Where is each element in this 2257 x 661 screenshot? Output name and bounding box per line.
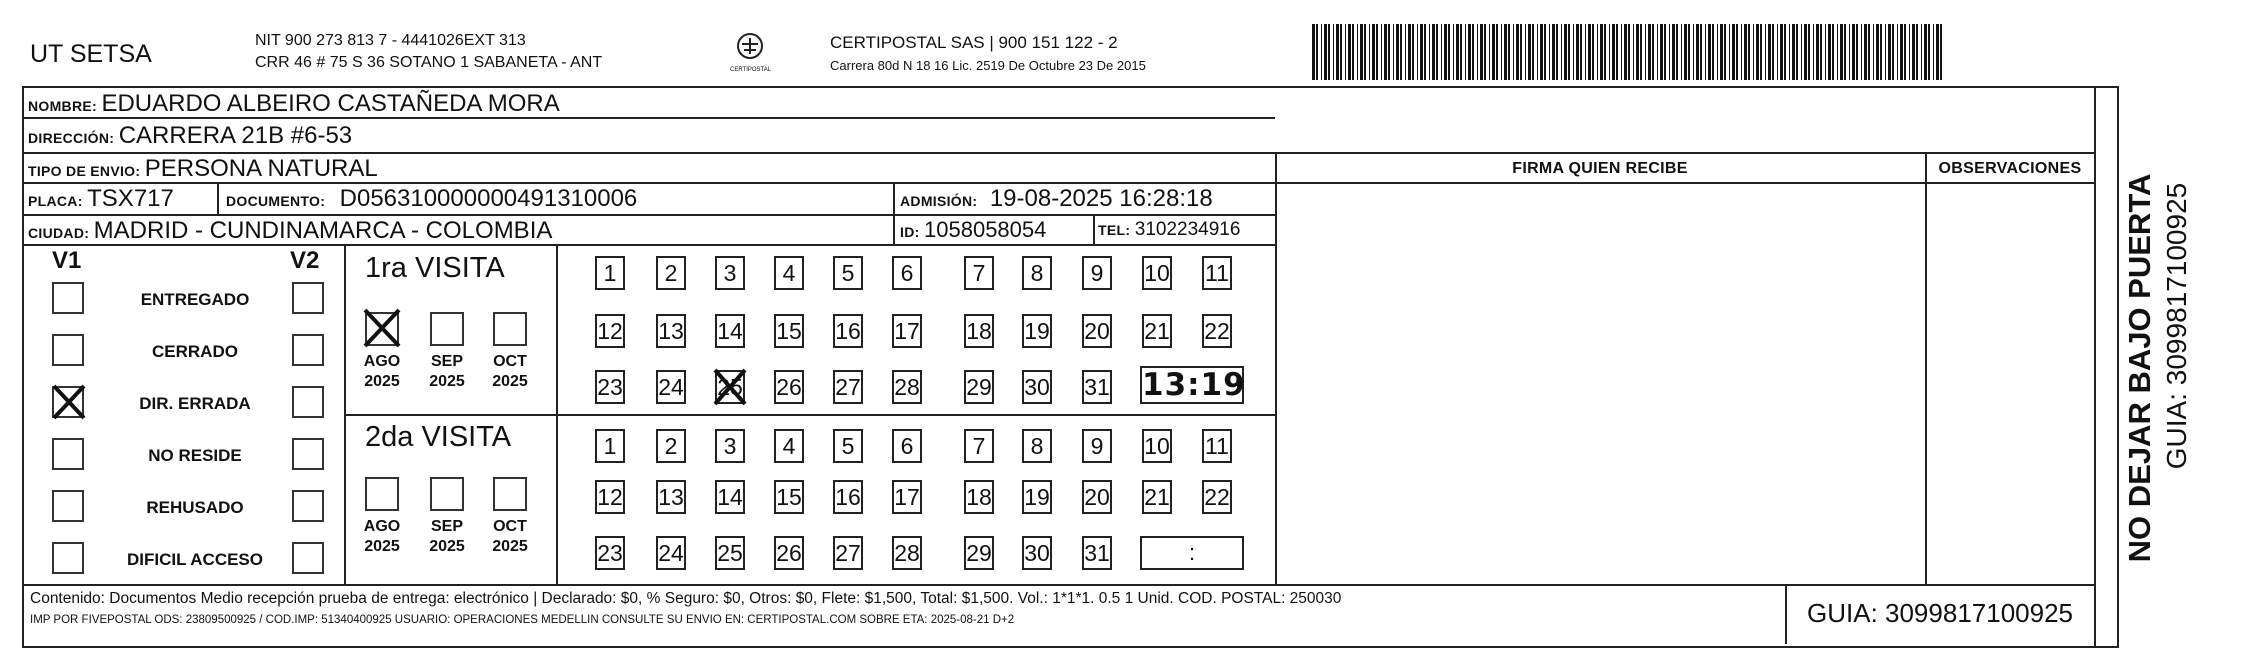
- day-box[interactable]: 1: [595, 429, 625, 463]
- cell-line: [893, 182, 895, 244]
- year-label: 2025: [492, 538, 528, 555]
- cell-line: [1093, 214, 1095, 244]
- day-box[interactable]: 7: [964, 256, 994, 290]
- admision-label: ADMISIÓN:: [900, 193, 978, 209]
- first-visit-time[interactable]: [1140, 366, 1244, 404]
- day-box[interactable]: 17: [892, 314, 922, 348]
- day-box[interactable]: 5: [833, 429, 863, 463]
- documento-value: D056310000000491310006: [339, 185, 638, 212]
- day-box[interactable]: 11: [1202, 256, 1232, 290]
- day-box[interactable]: 12: [595, 314, 625, 348]
- direccion-value: CARRERA 21B #6-53: [118, 122, 353, 149]
- tel-value: 3102234916: [1134, 219, 1241, 240]
- day-box[interactable]: 3: [715, 429, 745, 463]
- day-box[interactable]: 22: [1202, 480, 1232, 514]
- day-box[interactable]: 14: [715, 480, 745, 514]
- month-label: OCT: [493, 518, 527, 535]
- day-box[interactable]: 27: [833, 370, 863, 404]
- day-box[interactable]: 19: [1022, 314, 1052, 348]
- logo-text: CERTIPOSTAL: [730, 67, 772, 73]
- cell-line: [217, 182, 219, 214]
- day-box[interactable]: 2: [656, 256, 686, 290]
- v1-label: V1: [52, 247, 82, 274]
- footer-line: [22, 584, 2094, 586]
- day-box[interactable]: 9: [1082, 429, 1112, 463]
- certipostal-line: CERTIPOSTAL SAS | 900 151 122 - 2: [830, 33, 1118, 52]
- status-item-label: CERRADO: [152, 342, 238, 361]
- day-box[interactable]: 14: [715, 314, 745, 348]
- admision-row: [900, 185, 1213, 213]
- nombre-value: EDUARDO ALBEIRO CASTAÑEDA MORA: [101, 90, 560, 117]
- ciudad-label: CIUDAD:: [28, 225, 90, 241]
- footer-content: Contenido: Documentos Medio recepción prueba de entrega: electrónico | Declarado: $0, % Seguro: $0, Otros: $0, Flete: $1,500, Total: $1,500. Vol.: 1*1*1. 0.5 1 Unid. COD. POSTAL: 250030: [30, 590, 1342, 607]
- month-checkbox[interactable]: [493, 477, 527, 511]
- year-label: 2025: [429, 538, 465, 555]
- day-box[interactable]: 16: [833, 480, 863, 514]
- month-checkbox[interactable]: [365, 477, 399, 511]
- obs-left-line: [1925, 152, 1927, 584]
- year-label: 2025: [429, 373, 465, 390]
- id-row: [900, 217, 1046, 243]
- year-label: 2025: [364, 538, 400, 555]
- placa-label: PLACA:: [28, 193, 83, 209]
- day-box[interactable]: 15: [774, 314, 804, 348]
- month-checkbox[interactable]: [430, 312, 464, 346]
- nombre-row: [28, 90, 560, 118]
- day-box[interactable]: 13: [656, 314, 686, 348]
- v2-checkbox[interactable]: [292, 334, 324, 366]
- v2-checkbox[interactable]: [292, 386, 324, 418]
- side-warning-text: NO DEJAR BAJO PUERTA: [2122, 173, 2157, 563]
- day-box[interactable]: 11: [1202, 429, 1232, 463]
- day-box[interactable]: 26: [774, 536, 804, 570]
- address-line: CRR 46 # 75 S 36 SOTANO 1 SABANETA - ANT: [255, 54, 603, 71]
- day-box[interactable]: 10: [1142, 429, 1172, 463]
- nit-line: NIT 900 273 813 7 - 4441026EXT 313: [255, 32, 526, 49]
- status-item-label: REHUSADO: [146, 498, 244, 517]
- day-box[interactable]: 12: [595, 480, 625, 514]
- day-box[interactable]: 19: [1022, 480, 1052, 514]
- side-guia-text: GUIA: 3099817100925: [2161, 182, 2192, 470]
- second-visit-time-value: :: [1188, 540, 1196, 565]
- day-box[interactable]: 28: [892, 370, 922, 404]
- v2-checkbox[interactable]: [292, 438, 324, 470]
- day-box[interactable]: 9: [1082, 256, 1112, 290]
- day-box[interactable]: 21: [1142, 480, 1172, 514]
- year-label: 2025: [364, 373, 400, 390]
- month-label: AGO: [363, 353, 401, 370]
- v2-checkbox[interactable]: [292, 282, 324, 314]
- day-box[interactable]: 21: [1142, 314, 1172, 348]
- v1-checkbox[interactable]: [52, 282, 84, 314]
- day-box[interactable]: 6: [892, 429, 922, 463]
- day-box[interactable]: 18: [964, 480, 994, 514]
- month-label: SEP: [430, 518, 463, 535]
- day-box[interactable]: 31: [1082, 536, 1112, 570]
- visit-month-divider: [556, 244, 558, 584]
- placa-row: [28, 185, 174, 213]
- v1-checkbox[interactable]: [52, 490, 84, 522]
- footer-imp: IMP POR FIVEPOSTAL ODS: 23809500925 / COD.IMP: 51340400925 USUARIO: OPERACIONES MEDELLIN CONSULTE SU ENVIO EN: CERTIPOSTAL.COM SOBRE ETA: 2025-08-21 D+2: [30, 614, 1015, 626]
- tel-row: [1098, 219, 1240, 241]
- year-label: 2025: [492, 373, 528, 390]
- visit-divider: [344, 414, 1275, 416]
- documento-label: DOCUMENTO:: [226, 193, 326, 209]
- day-box[interactable]: 7: [964, 429, 994, 463]
- tel-label: TEL:: [1098, 222, 1131, 238]
- day-box[interactable]: 29: [964, 370, 994, 404]
- ciudad-row: [28, 217, 552, 245]
- month-label: AGO: [363, 518, 401, 535]
- footer-guia: GUIA: 3099817100925: [1807, 598, 2073, 628]
- tipo-value: PERSONA NATURAL: [144, 155, 378, 182]
- second-visit-title: 2da VISITA: [365, 421, 512, 453]
- day-box[interactable]: 27: [833, 536, 863, 570]
- status-item-label: NO RESIDE: [148, 446, 242, 465]
- first-visit-time-value: 13:19: [1142, 367, 1246, 403]
- day-box[interactable]: 30: [1022, 536, 1052, 570]
- day-box[interactable]: 13: [656, 480, 686, 514]
- first-visit-title: 1ra VISITA: [365, 252, 505, 284]
- day-box[interactable]: 29: [964, 536, 994, 570]
- day-box[interactable]: 23: [595, 370, 625, 404]
- status-item-label: DIFICIL ACCESO: [126, 550, 263, 569]
- row-line: [22, 214, 1275, 216]
- day-box[interactable]: 8: [1022, 256, 1052, 290]
- status-divider: [344, 244, 346, 584]
- day-box[interactable]: 31: [1082, 370, 1112, 404]
- month-label: SEP: [430, 353, 463, 370]
- v1-checkbox[interactable]: [52, 438, 84, 470]
- x-mark-icon: [713, 368, 747, 406]
- direccion-label: DIRECCIÓN:: [28, 130, 115, 146]
- status-item-label: DIR. ERRADA: [139, 394, 251, 413]
- col-header-line: [1275, 182, 2094, 184]
- documento-row: [226, 185, 637, 213]
- v2-label: V2: [290, 247, 320, 274]
- firma-header: FIRMA QUIEN RECIBE: [1512, 160, 1688, 177]
- day-box[interactable]: 23: [595, 536, 625, 570]
- company-name: UT SETSA: [30, 40, 152, 68]
- admision-value: 19-08-2025 16:28:18: [989, 185, 1213, 212]
- month-checkbox[interactable]: [493, 312, 527, 346]
- day-box[interactable]: 15: [774, 480, 804, 514]
- id-label: ID:: [900, 224, 920, 240]
- day-box[interactable]: 20: [1082, 314, 1112, 348]
- day-box[interactable]: 26: [774, 370, 804, 404]
- day-box[interactable]: 30: [1022, 370, 1052, 404]
- barcode: [1312, 24, 1952, 80]
- v1-checkbox[interactable]: [52, 334, 84, 366]
- x-mark-icon: [363, 308, 401, 348]
- month-checkbox[interactable]: [430, 477, 464, 511]
- day-box[interactable]: 28: [892, 536, 922, 570]
- v2-checkbox[interactable]: [292, 490, 324, 522]
- day-box[interactable]: 16: [833, 314, 863, 348]
- placa-value: TSX717: [87, 185, 174, 212]
- v2-checkbox[interactable]: [292, 542, 324, 574]
- status-item-label: ENTREGADO: [140, 290, 250, 309]
- ciudad-value: MADRID - CUNDINAMARCA - COLOMBIA: [93, 217, 553, 244]
- day-box[interactable]: 5: [833, 256, 863, 290]
- day-box[interactable]: 4: [774, 256, 804, 290]
- day-box[interactable]: 25: [715, 370, 745, 404]
- day-box[interactable]: 10: [1142, 256, 1172, 290]
- day-box[interactable]: 2: [656, 429, 686, 463]
- day-box[interactable]: 3: [715, 256, 745, 290]
- day-box[interactable]: 8: [1022, 429, 1052, 463]
- row-line: [22, 152, 2094, 154]
- id-value: 1058058054: [924, 217, 1047, 242]
- tipo-label: TIPO DE ENVIO:: [28, 163, 141, 179]
- month-label: OCT: [493, 353, 527, 370]
- day-box[interactable]: 17: [892, 480, 922, 514]
- day-box[interactable]: 25: [715, 536, 745, 570]
- day-box[interactable]: 22: [1202, 314, 1232, 348]
- x-mark-icon: [52, 384, 86, 420]
- v1-checkbox[interactable]: [52, 542, 84, 574]
- tipo-row: [28, 155, 378, 183]
- observaciones-header: OBSERVACIONES: [1938, 160, 2082, 177]
- day-box[interactable]: 18: [964, 314, 994, 348]
- day-box[interactable]: 1: [595, 256, 625, 290]
- day-box[interactable]: 20: [1082, 480, 1112, 514]
- second-visit-time[interactable]: [1140, 536, 1244, 570]
- firma-left-line: [1275, 152, 1277, 584]
- day-box[interactable]: 6: [892, 256, 922, 290]
- day-box[interactable]: 24: [656, 536, 686, 570]
- day-box[interactable]: 24: [656, 370, 686, 404]
- day-box[interactable]: 4: [774, 429, 804, 463]
- nombre-label: NOMBRE:: [28, 98, 97, 114]
- direccion-row: [28, 122, 352, 150]
- license-line: Carrera 80d N 18 16 Lic. 2519 De Octubre 23 De 2015: [830, 58, 1146, 73]
